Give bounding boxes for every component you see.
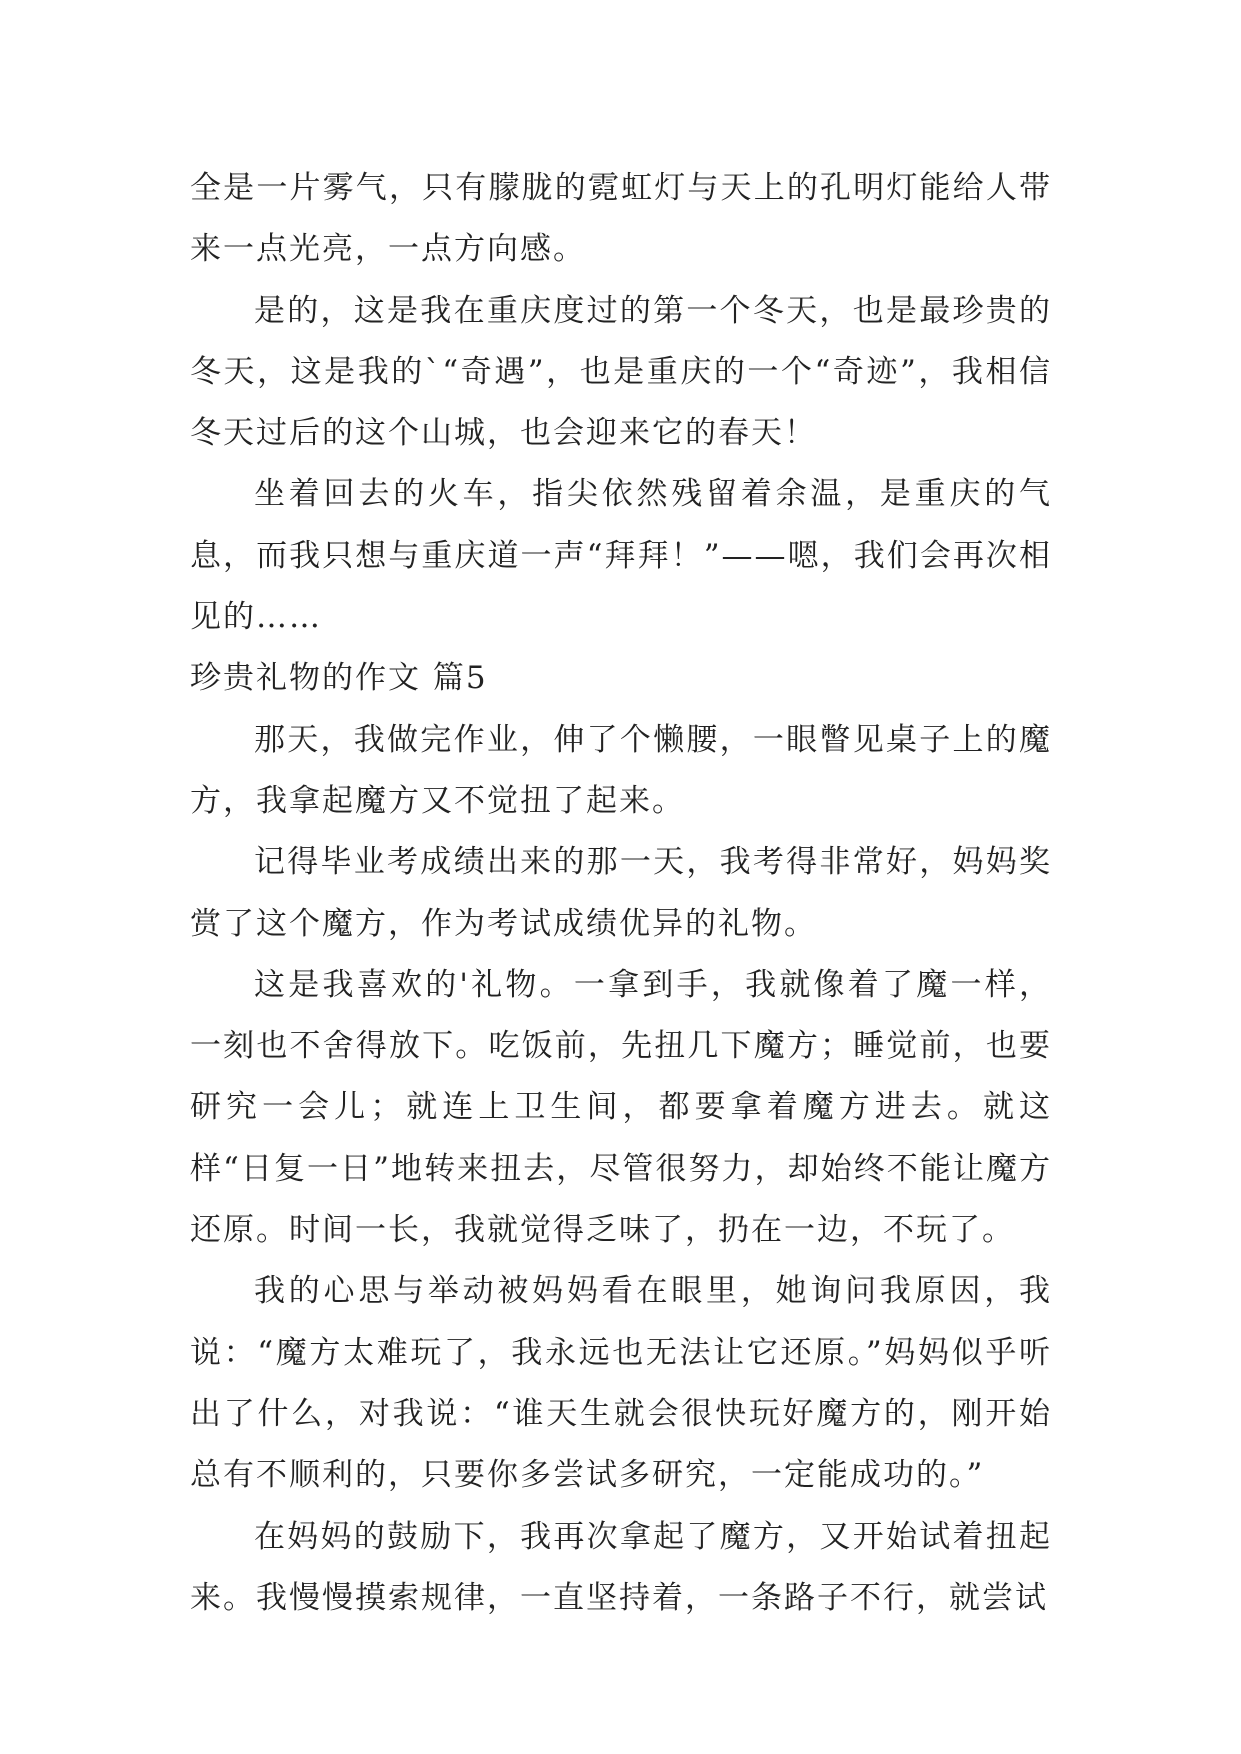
document-page: [190, 158, 1052, 1629]
paragraph: 在妈妈的鼓励下，我再次拿起了魔方，又开始试着扭起来。我慢慢摸索规律，一直坚持着，一条路子不行，就尝试: [190, 1518, 1052, 1616]
paragraph: 记得毕业考成绩出来的那一天，我考得非常好，妈妈奖赏了这个魔方，作为考试成绩优异的礼物。: [190, 844, 1052, 942]
paragraph: 坐着回去的火车，指尖依然残留着余温，是重庆的气息，而我只想与重庆道一声“拜拜！”——嗯，我们会再次相见的……: [190, 476, 1052, 636]
paragraph: 那天，我做完作业，伸了个懒腰，一眼瞥见桌子上的魔方，我拿起魔方又不觉扭了起来。: [190, 721, 1052, 819]
paragraph: 我的心思与举动被妈妈看在眼里，她询问我原因，我说：“魔方太难玩了，我永远也无法让它还原。”妈妈似乎听出了什么，对我说：“谁天生就会很快玩好魔方的，刚开始总有不顺利的，只要你多尝试多研究，一定能成功的。”: [190, 1273, 1052, 1494]
section-heading: 珍贵礼物的作文 篇5: [190, 660, 488, 697]
paragraph: 这是我喜欢的'礼物。一拿到手，我就像着了魔一样，一刻也不舍得放下。吃饭前，先扭几下魔方；睡觉前，也要研究一会儿；就连上卫生间，都要拿着魔方进去。就这样“日复一日”地转来扭去，尽管很努力，却始终不能让魔方还原。时间一长，我就觉得乏味了，扔在一边，不玩了。: [190, 966, 1052, 1249]
paragraph: 是的，这是我在重庆度过的第一个冬天，也是最珍贵的冬天，这是我的`“奇遇”，也是重庆的一个“奇迹”，我相信冬天过后的这个山城，也会迎来它的春天！: [190, 292, 1052, 452]
paragraph: 全是一片雾气，只有朦胧的霓虹灯与天上的孔明灯能给人带来一点光亮，一点方向感。: [190, 170, 1052, 268]
